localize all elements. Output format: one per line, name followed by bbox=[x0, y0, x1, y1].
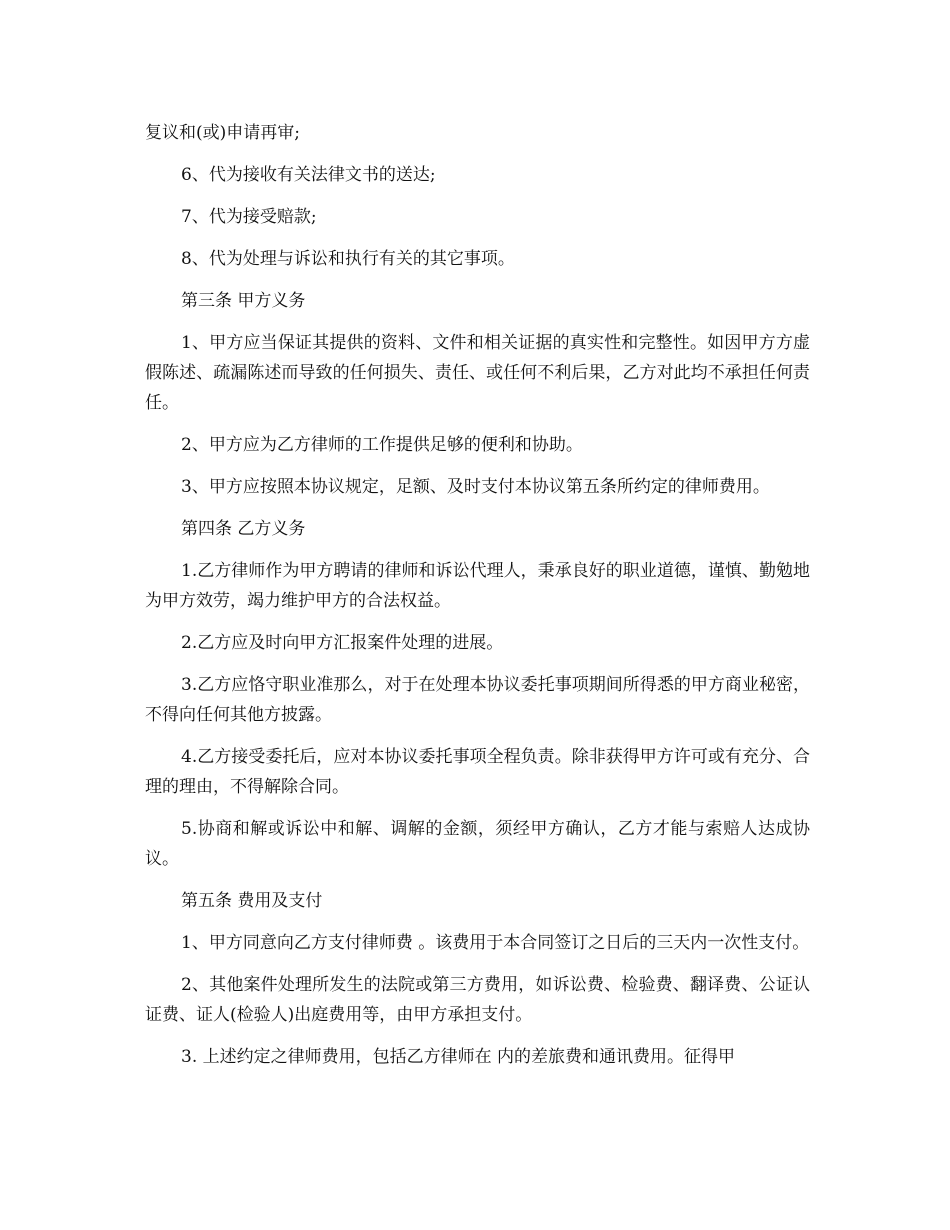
paragraph-article-4-item-1: 1.乙方律师作为甲方聘请的律师和诉讼代理人，秉承良好的职业道德，谨慎、勤勉地为甲方效劳，竭力维护甲方的合法权益。 bbox=[145, 561, 810, 611]
paragraph-article-5-item-3: 3. 上述约定之律师费用，包括乙方律师在 内的差旅费和通讯费用。征得甲 bbox=[181, 1047, 736, 1067]
document-body bbox=[145, 118, 810, 1084]
paragraph-article-5-item-2: 2、其他案件处理所发生的法院或第三方费用，如诉讼费、检验费、翻译费、公证认证费、证人(检验人)出庭费用等，由甲方承担支付。 bbox=[145, 975, 810, 1025]
paragraph-article-4-item-4: 4.乙方接受委托后，应对本协议委托事项全程负责。除非获得甲方许可或有充分、合理的理由，不得解除合同。 bbox=[145, 747, 810, 797]
paragraph-article-4-item-5: 5.协商和解或诉讼中和解、调解的金额，须经甲方确认，乙方才能与索赔人达成协议。 bbox=[145, 819, 810, 869]
section-heading-article-3: 第三条 甲方义务 bbox=[181, 291, 306, 311]
paragraph-item-8: 8、代为处理与诉讼和执行有关的其它事项。 bbox=[181, 249, 515, 269]
paragraph-article-4-item-2: 2.乙方应及时向甲方汇报案件处理的进展。 bbox=[181, 633, 504, 653]
paragraph-item-7: 7、代为接受赔款; bbox=[181, 207, 317, 227]
paragraph-article-3-item-1: 1、甲方应当保证其提供的资料、文件和相关证据的真实性和完整性。如因甲方方虚假陈述、疏漏陈述而导致的任何损失、责任、或任何不利后果，乙方对此均不承担任何责任。 bbox=[145, 333, 810, 413]
paragraph-continuation: 复议和(或)申请再审; bbox=[145, 123, 300, 143]
paragraph-article-5-item-1: 1、甲方同意向乙方支付律师费 。该费用于本合同签订之日后的三天内一次性支付。 bbox=[181, 933, 810, 953]
section-heading-article-4: 第四条 乙方义务 bbox=[181, 519, 306, 539]
paragraph-article-4-item-3: 3.乙方应恪守职业准那么，对于在处理本协议委托事项期间所得悉的甲方商业秘密，不得向任何其他方披露。 bbox=[145, 675, 810, 725]
paragraph-item-6: 6、代为接收有关法律文书的送达; bbox=[181, 165, 436, 185]
paragraph-article-3-item-2: 2、甲方应为乙方律师的工作提供足够的便利和协助。 bbox=[181, 435, 583, 455]
paragraph-article-3-item-3: 3、甲方应按照本协议规定，足额、及时支付本协议第五条所约定的律师费用。 bbox=[181, 477, 770, 497]
section-heading-article-5: 第五条 费用及支付 bbox=[181, 891, 323, 911]
